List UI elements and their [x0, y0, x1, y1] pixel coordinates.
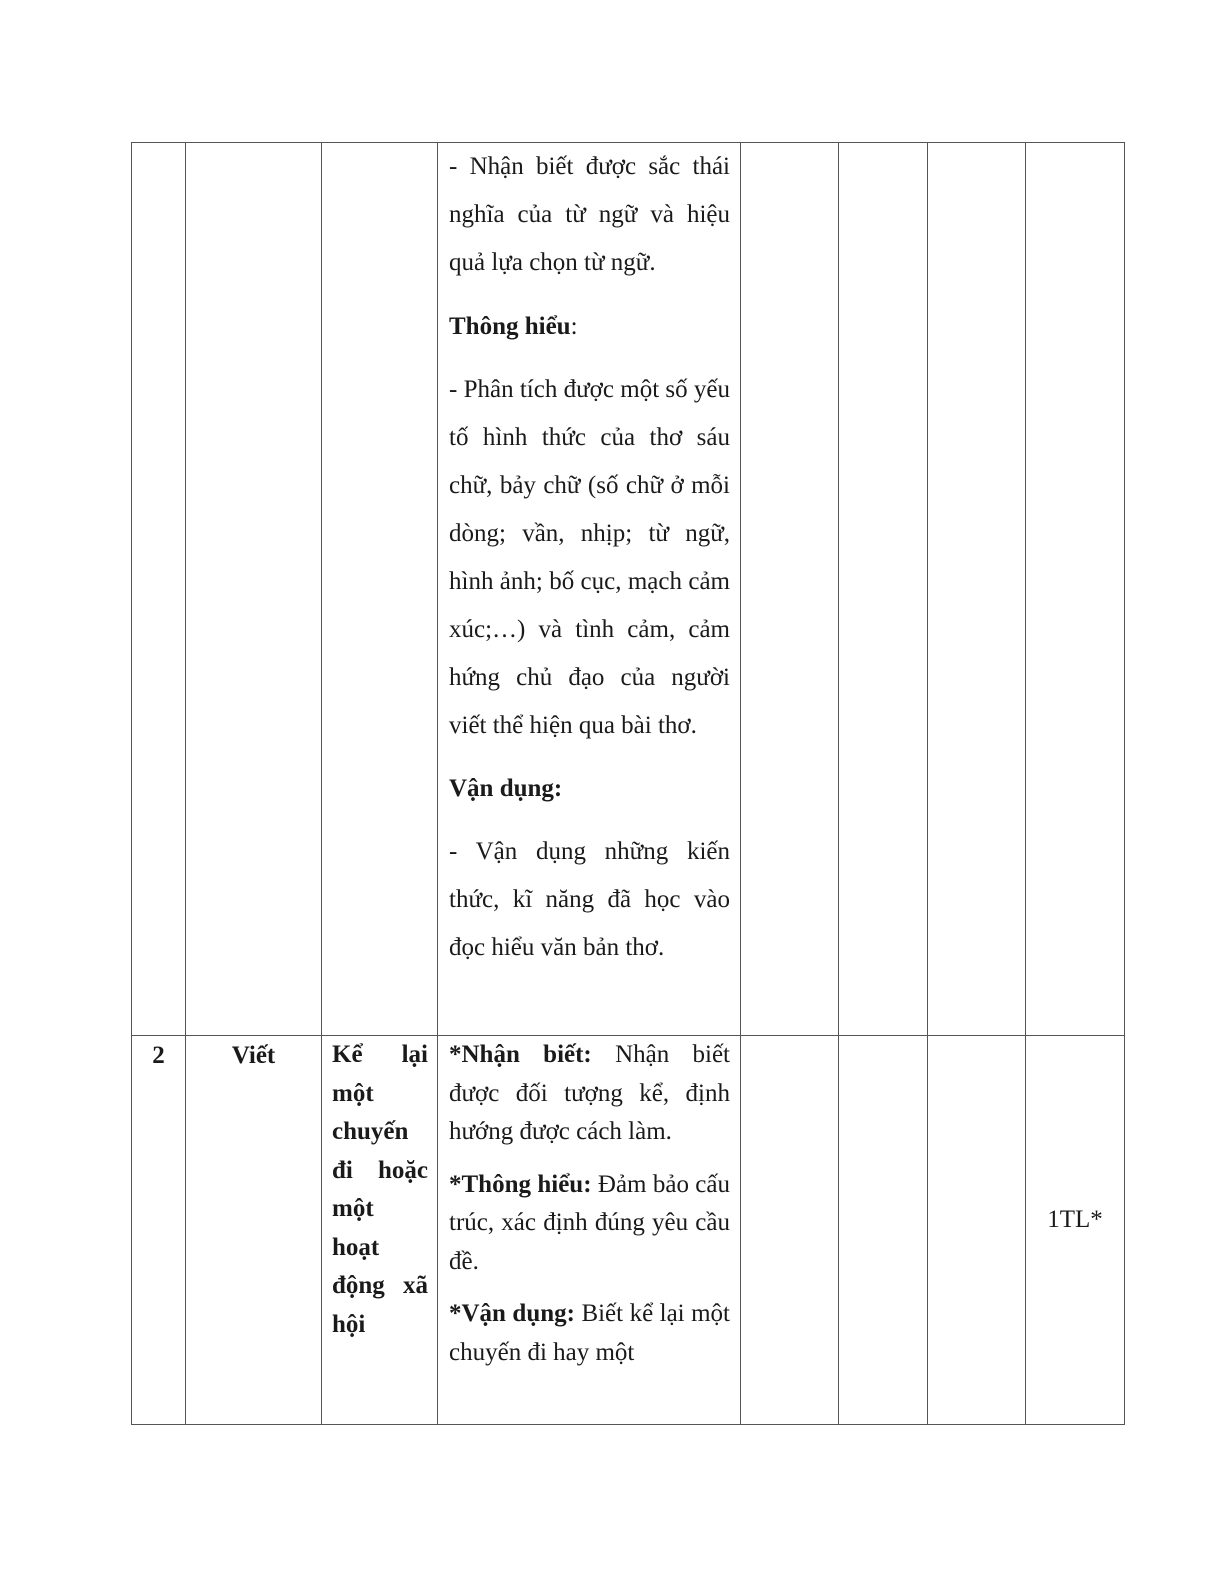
requirement-text: *Vận dụng: Biết kể lại một chuyến đi hay một: [449, 1300, 730, 1366]
skill-name: Viết: [186, 1036, 322, 1425]
skill-cell: [186, 143, 322, 1036]
table-row: [132, 1036, 1125, 1425]
level-cell: [928, 143, 1026, 1036]
level-heading: Vận dụng:: [449, 775, 563, 802]
requirement-text: - Vận dụng những kiến thức, kĩ năng đã học vào đọc hiểu văn bản thơ.: [449, 838, 730, 961]
requirement-cell: [438, 1036, 741, 1425]
row-number: 2: [132, 1036, 186, 1425]
content-line: chuyến: [332, 1118, 409, 1145]
content-line: một: [332, 1079, 374, 1107]
requirement-text: - Nhận biết được sắc thái nghĩa của từ ngữ và hiệu quả lựa chọn từ ngữ.: [449, 153, 730, 276]
content-cell: [322, 143, 438, 1036]
level-cell: [1026, 143, 1125, 1036]
assessment-matrix-table: [131, 142, 1125, 1425]
level-cell: [839, 143, 928, 1036]
requirement-text: - Phân tích được một số yếu tố hình thức của thơ sáu chữ, bảy chữ (số chữ ở mỗi dòng; vần, nhịp; từ ngữ, hình ảnh; bố cục, mạch cảm xúc;…) và tình cảm, cảm hứng chủ đạo của người viết thể hiện qua bài thơ.: [449, 376, 730, 739]
level-heading: Thông hiểu:: [449, 313, 578, 340]
level-cell: [741, 1036, 839, 1425]
requirement-text: *Nhận biết: Nhận biết được đối tượng kể, định hướng được cách làm.: [449, 1041, 730, 1145]
content-line: một: [332, 1195, 374, 1222]
content-line: đi hoặc: [332, 1156, 428, 1184]
content-line: Kể lại: [332, 1041, 428, 1068]
content-line: động xã: [332, 1272, 428, 1299]
requirement-cell: [438, 143, 741, 1036]
content-line: hội: [332, 1310, 366, 1338]
level-cell: [741, 143, 839, 1036]
level-cell: [928, 1036, 1026, 1425]
level-cell: [839, 1036, 928, 1425]
content-line: hoạt: [332, 1233, 380, 1261]
table-row: [132, 143, 1125, 1036]
requirement-text: *Thông hiểu: Đảm bảo cấu trúc, xác định đúng yêu cầu đề.: [449, 1170, 730, 1275]
content-cell: [322, 1036, 438, 1425]
number-cell: [132, 143, 186, 1036]
score-cell: 1TL*: [1026, 1036, 1125, 1425]
